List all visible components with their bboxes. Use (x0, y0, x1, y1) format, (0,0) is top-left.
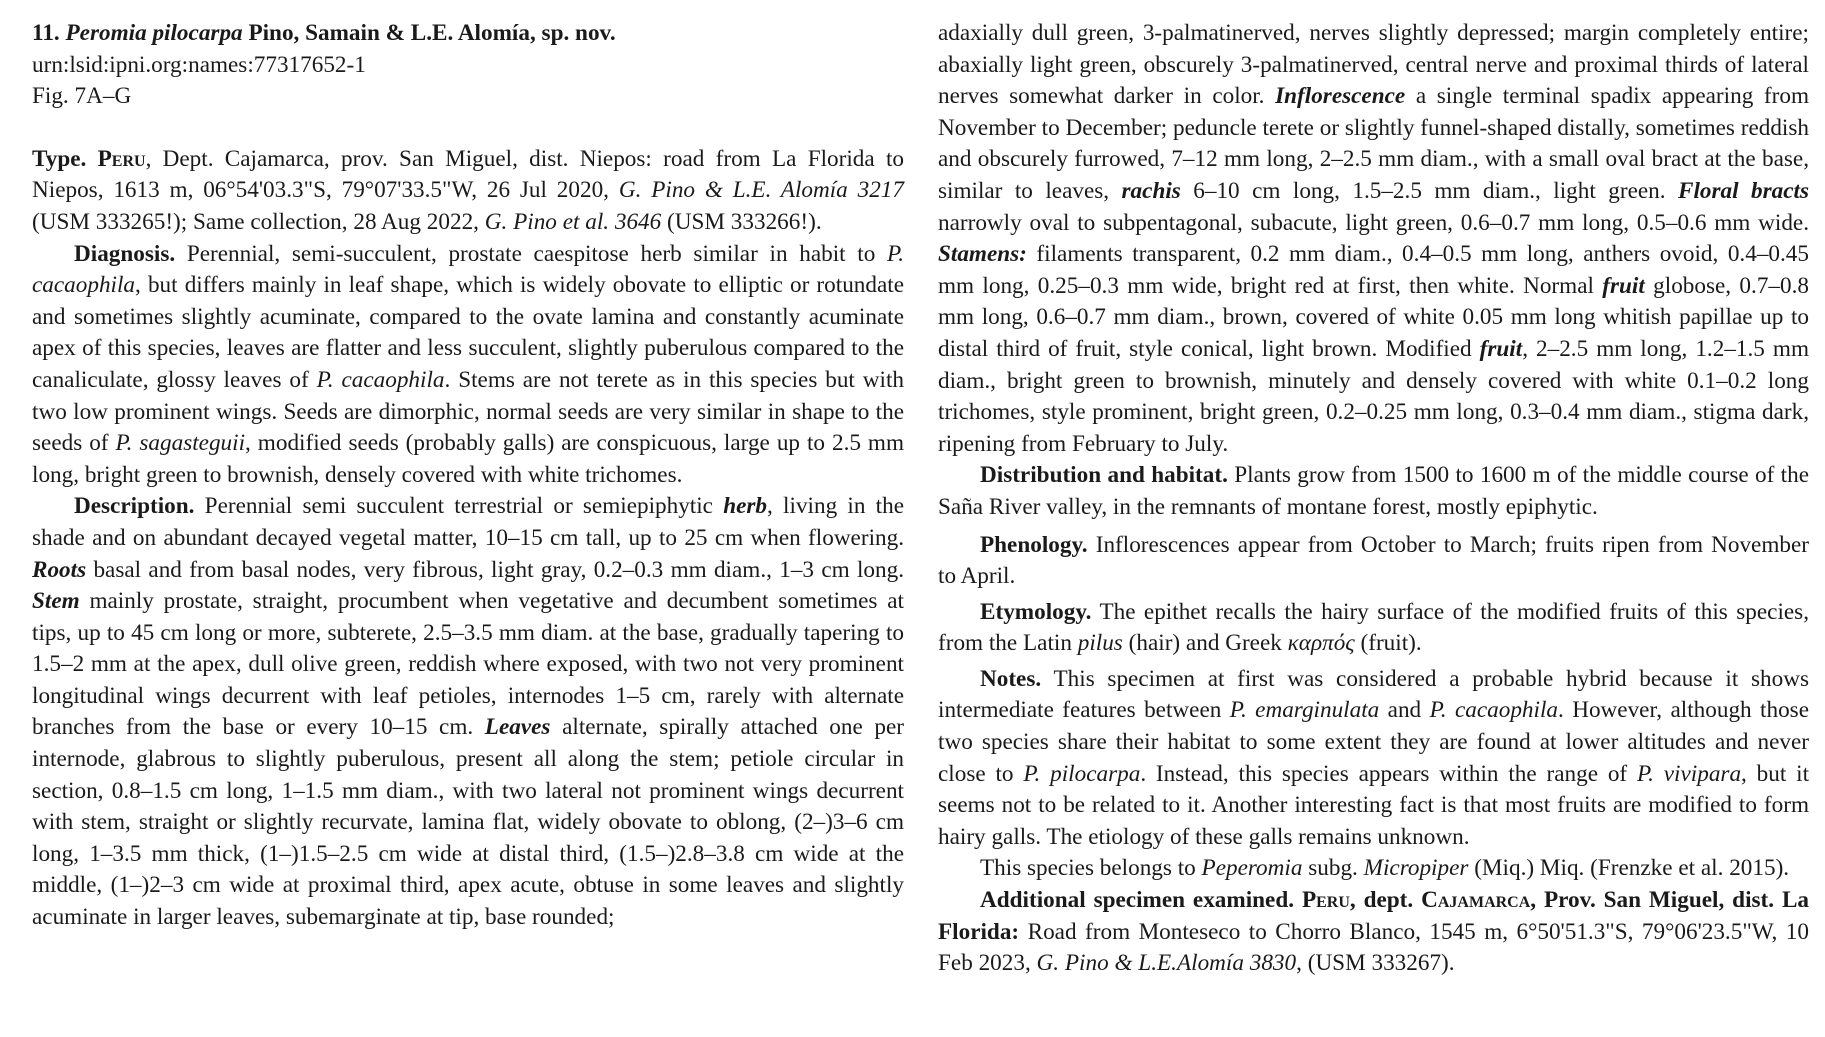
description-text-5: alternate, spirally attached one per internode, glabrous to slightly puberulous, present all along the stem; petiole circular in section, 0.8–1.5 cm long, 1–1.5 mm diam., with two lateral not prominent wings decurrent with stem, straight or slightly recurvate, lamina flat, widely obovate to oblong, (2–)3–6 cm long, 1–3.5 mm thick, (1–)1.5–2.5 cm wide at distal third, (1.5–)2.8–3.8 cm wide at the middle, (1–)2–3 cm wide at proximal third, apex acute, obtuse in some leaves and slightly acuminate in larger leaves, subemarginate at tip, base rounded; (32, 714, 905, 931)
diagnosis-text-3: . Stems are not terete as in this species but with two low prominent wings. Seeds are dimorphic, normal seeds are very similar in shape to the seeds of (32, 366, 904, 457)
species-ref: P. sagasteguii (115, 430, 246, 457)
desc-cont-text-6: globose, 0.7–0.8 mm long, 0.6–0.7 mm diam., brown, covered of white 0.05 mm long whitish papillae up to distal third of fruit, style conical, light brown. Modified (938, 272, 1809, 362)
diagnosis-text-2: , but differs mainly in leaf shape, which is widely obovate to elliptic or rotundate and sometimes slightly acuminate, compared to the ovate lamina and constantly acuminate apex of this species, leaves are flatter and less succulent, slightly puberulous compared to the canaliculate, glossy leaves of (32, 272, 904, 393)
phenology-label: Phenology. (980, 531, 1088, 558)
type-paragraph (32, 144, 904, 239)
term-floral-bracts: Floral bracts (1678, 177, 1809, 204)
type-country: Peru (97, 145, 146, 172)
diagnosis-text-1: Perennial, semi-succulent, prostate caespitose herb similar in habit to (175, 240, 888, 267)
additional-loc-2: , Prov. San Miguel, dist. La Florida: (938, 887, 1810, 945)
species-authors: Pino, Samain & L.E. Alomía, sp. nov. (248, 20, 616, 46)
distribution-text: Plants grow from 1500 to 1600 m of the middle course of the Saña River valley, in the remnants of montane forest, mostly epiphytic. (938, 462, 1809, 520)
left-column (32, 18, 904, 934)
right-column (938, 18, 1809, 980)
type-text-1: , Dept. Cajamarca, prov. San Miguel, dist. Niepos: road from La Florida to Niepos, 1613 m, 06°54'03.3"S, 79°07'33.5"W, 26 Jul 2020, (32, 145, 904, 204)
term-leaves: Leaves (484, 714, 551, 741)
species-ref: P. cacaophila (316, 366, 445, 393)
additional-specimen-paragraph (938, 885, 1809, 980)
species-ref: P. pilocarpa (1023, 760, 1141, 787)
etymology-text-2: (hair) and Greek (1122, 630, 1288, 657)
etymology-paragraph (938, 597, 1809, 660)
description-continued (938, 18, 1809, 460)
notes-text-2: and (1379, 697, 1430, 724)
subgenus-text-1: This species belongs to (980, 855, 1202, 882)
notes-text-4: . Instead, this species appears within the range of (1140, 760, 1637, 787)
type-collector-1: G. Pino & L.E. Alomía 3217 (618, 177, 904, 204)
term-herb: herb (723, 493, 768, 520)
etymology-label: Etymology. (980, 598, 1092, 625)
additional-text-2: , (USM 333267). (1296, 950, 1455, 977)
notes-text-3: . However, although those two species share their habitat to some extent they are found at lower altitudes and never close to (938, 697, 1809, 787)
description-label: Description. (74, 493, 195, 520)
latin-word: pilus (1077, 630, 1123, 657)
etymology-text-3: (fruit). (1354, 630, 1422, 657)
desc-cont-text-2: a single terminal spadix appearing from November to December; peduncle terete or slightly funnel-shaped distally, sometimes reddish and obscurely furrowed, 7–12 mm long, 2–2.5 mm diam., with a small oval bract at the base, similar to leaves, (938, 83, 1809, 204)
description-text-3: basal and from basal nodes, very fibrous, light gray, 0.2–0.3 mm diam., 1–3 cm long. (86, 556, 904, 583)
phenology-paragraph (938, 530, 1809, 593)
desc-cont-text-3: 6–10 cm long, 1.5–2.5 mm diam., light green. (1180, 177, 1679, 204)
type-text-2: (USM 333265!); Same collection, 28 Aug 2022, (32, 208, 485, 235)
desc-cont-text-4: narrowly oval to subpentagonal, subacute, light green, 0.6–0.7 mm long, 0.5–0.6 mm wide. (938, 209, 1809, 236)
additional-label: Additional specimen examined. (980, 887, 1295, 914)
desc-cont-text-7: , 2–2.5 mm long, 1.2–1.5 mm diam., bright green to brownish, minutely and densely covered with white 0.1–0.2 long trichomes, style prominent, bright green, 0.2–0.25 mm long, 0.3–0.4 mm diam., stigma dark, ripening from February to July. (938, 335, 1809, 457)
additional-loc-1: , dept. (1349, 887, 1422, 914)
phenology-text: Inflorescences appear from October to March; fruits ripen from November to April. (938, 531, 1809, 590)
diagnosis-paragraph (32, 239, 904, 492)
description-paragraph (32, 491, 904, 933)
term-stamens: Stamens: (938, 241, 1027, 268)
diagnosis-label: Diagnosis. (74, 240, 176, 267)
notes-label: Notes. (980, 665, 1042, 692)
subgenus-paragraph (938, 853, 1809, 885)
type-text-3: (USM 333266!). (661, 208, 822, 235)
figure-reference: Fig. 7A–G (32, 83, 132, 110)
genus-name: Peperomia (1201, 855, 1303, 882)
greek-word: καρπός (1287, 630, 1355, 657)
species-heading (32, 18, 904, 50)
etymology-text-1: The epithet recalls the hairy surface of the modified fruits of this species, from the Latin (938, 598, 1809, 657)
description-text-4: mainly prostate, straight, procumbent when vegetative and decumbent sometimes at tips, up to 45 cm long or more, subterete, 2.5–3.5 mm diam. at the base, gradually tapering to 1.5–2 mm at the apex, dull olive green, reddish where exposed, with two not very prominent longitudinal wings decurrent with leaf petioles, internodes 1–5 cm, rarely with alternate branches from the base or every 10–15 cm. (32, 588, 904, 741)
description-text-1: Perennial semi succulent terrestrial or semiepiphytic (194, 493, 724, 520)
term-inflorescence: Inflorescence (1275, 83, 1406, 110)
species-ref: P. vivipara (1636, 760, 1742, 787)
subgenus-text-2: subg. (1302, 855, 1364, 882)
distribution-label: Distribution and habitat. (980, 462, 1228, 489)
species-name: Peromia pilocarpa (65, 20, 243, 46)
additional-text-1: Road from Monteseco to Chorro Blanco, 1545 m, 6°50'51.3"S, 79°06'23.5"W, 10 Feb 2023, (938, 918, 1809, 977)
description-text-2: , living in the shade and on abundant decayed vegetal matter, 10–15 cm tall, up to 25 cm when flowering. (32, 493, 904, 551)
subgenus-text-3: (Miq.) Miq. (Frenzke et al. 2015). (1468, 855, 1790, 882)
notes-paragraph (938, 664, 1809, 854)
term-rachis: rachis (1121, 177, 1181, 204)
additional-country: Peru (1301, 887, 1350, 914)
desc-cont-text-5: filaments transparent, 0.2 mm diam., 0.4–0.5 mm long, anthers ovoid, 0.4–0.45 mm long, 0.25–0.3 mm wide, bright red at first, then white. Normal (938, 241, 1809, 299)
species-ref: P. cacaophila (1429, 697, 1558, 724)
type-collector-2: G. Pino et al. 3646 (484, 208, 662, 235)
diagnosis-text-4: , modified seeds (probably galls) are conspicuous, large up to 2.5 mm long, bright green to brownish, densely covered with white trichomes. (32, 430, 904, 488)
species-ref: P. emarginulata (1229, 697, 1380, 724)
species-number: 11. (32, 20, 60, 46)
type-label: Type. (32, 145, 87, 172)
term-fruit: fruit (1602, 272, 1645, 299)
term-modified-fruit: fruit (1479, 335, 1523, 362)
term-stem: Stem (32, 588, 80, 615)
distribution-paragraph (938, 460, 1809, 523)
notes-text-5: , but it seems not to be related to it. Another interesting fact is that most fruits are modified to form hairy galls. The etiology of these galls remains unknown. (938, 760, 1810, 850)
desc-cont-text-1: adaxially dull green, 3-palmatinerved, nerves slightly depressed; margin completely entire; abaxially light green, obscurely 3-palmatinerved, central nerve and proximal thirds of lateral nerves somewhat darker in color. (938, 20, 1809, 110)
lsid-line: urn:lsid:ipni.org:names:77317652-1 (32, 51, 366, 78)
additional-dept: Cajamarca (1421, 887, 1531, 914)
notes-text-1: This specimen at first was considered a probable hybrid because it shows intermediate features between (938, 665, 1809, 724)
subgenus-name: Micropiper (1363, 855, 1469, 882)
term-roots: Roots (32, 556, 87, 583)
species-ref: P. cacaophila (32, 240, 904, 299)
additional-collector: G. Pino & L.E.Alomía 3830 (1036, 950, 1297, 977)
